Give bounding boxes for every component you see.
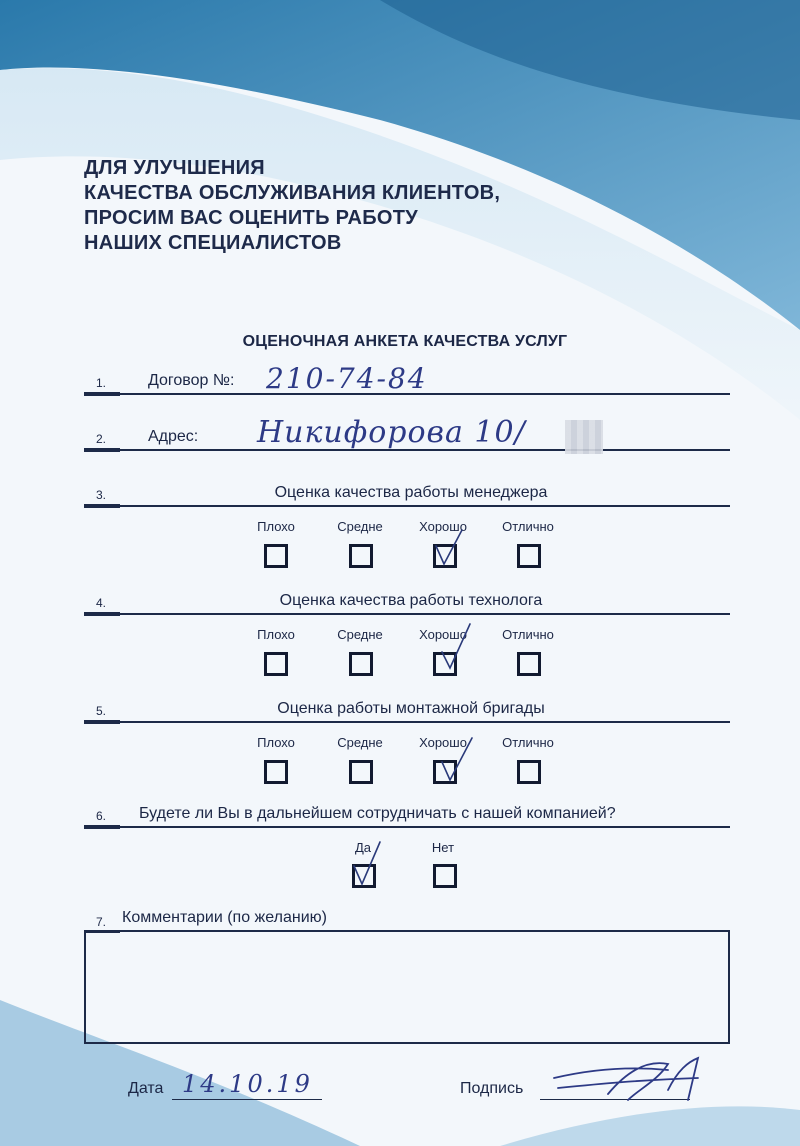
q4-checkbox-4[interactable]	[517, 652, 541, 676]
q6-rule	[84, 826, 730, 828]
q3-rule	[84, 505, 730, 507]
q5-option-label-2: Средне	[337, 735, 383, 750]
q4-checkbox-2[interactable]	[349, 652, 373, 676]
q3-checkbox-2[interactable]	[349, 544, 373, 568]
contract-label: Договор №:	[148, 372, 235, 389]
q4-label: Оценка качества работы технолога	[279, 592, 543, 609]
address-handwritten[interactable]	[255, 410, 575, 450]
signature-image[interactable]	[548, 1050, 718, 1110]
q5-label: Оценка работы монтажной бригады	[277, 700, 545, 717]
header-line-1: ДЛЯ УЛУЧШЕНИЯ	[84, 157, 265, 179]
form-title: ОЦЕНОЧНАЯ АНКЕТА КАЧЕСТВА УСЛУГ	[242, 333, 568, 350]
redacted-area	[565, 420, 603, 454]
signature-label: Подпись	[460, 1080, 524, 1097]
q3-option-label-2: Средне	[337, 519, 383, 534]
contract-number-handwritten[interactable]	[262, 360, 462, 396]
q4-option-label-3: Хорошо	[419, 627, 467, 642]
svg-text:Никифорова 10/: Никифорова 10/	[257, 415, 526, 450]
q4-option-label-2: Средне	[337, 627, 383, 642]
q2-number: 2.	[96, 432, 107, 446]
q3-checkmark-icon	[432, 522, 472, 562]
q3-option-label-1: Плохо	[257, 519, 295, 534]
svg-text:14.10.19: 14.10.19	[182, 1070, 313, 1098]
address-label: Адрес:	[148, 428, 199, 445]
q3-checkbox-1[interactable]	[264, 544, 288, 568]
date-label: Дата	[128, 1080, 164, 1097]
q4-number: 4.	[96, 596, 107, 610]
q5-checkbox-1[interactable]	[264, 760, 288, 784]
q5-number: 5.	[96, 704, 107, 718]
q5-checkbox-4[interactable]	[517, 760, 541, 784]
q3-checkbox-4[interactable]	[517, 544, 541, 568]
q5-option-label-4: Отлично	[502, 735, 554, 750]
comments-field[interactable]	[84, 930, 730, 1044]
header-line-4: НАШИХ СПЕЦИАЛИСТОВ	[84, 232, 342, 254]
date-handwritten[interactable]	[180, 1062, 330, 1102]
q6-number: 6.	[96, 809, 107, 823]
q7-label: Комментарии (по желанию)	[122, 909, 327, 926]
q6-label: Будете ли Вы в дальнейшем сотрудничать с нашей компанией?	[139, 805, 616, 822]
q5-checkmark-icon	[436, 736, 476, 776]
q3-option-label-3: Хорошо	[419, 519, 467, 534]
q5-checkbox-2[interactable]	[349, 760, 373, 784]
q4-rule	[84, 613, 730, 615]
q7-number: 7.	[96, 915, 107, 929]
q3-option-label-4: Отлично	[502, 519, 554, 534]
q5-option-label-1: Плохо	[257, 735, 295, 750]
q5-option-label-3: Хорошо	[419, 735, 467, 750]
header-line-3: ПРОСИМ ВАС ОЦЕНИТЬ РАБОТУ	[84, 207, 419, 229]
q4-option-label-4: Отлично	[502, 627, 554, 642]
q6-option-label-no: Нет	[431, 840, 455, 855]
svg-text:210-74-84: 210-74-84	[266, 362, 428, 395]
q3-label: Оценка качества работы менеджера	[274, 484, 548, 501]
q5-rule	[84, 721, 730, 723]
q4-option-label-1: Плохо	[257, 627, 295, 642]
q4-checkbox-1[interactable]	[264, 652, 288, 676]
q6-option-label-yes: Да	[354, 840, 372, 855]
q1-number: 1.	[96, 376, 107, 390]
q6-checkbox-no[interactable]	[433, 864, 457, 888]
q6-checkmark-icon	[348, 840, 388, 880]
q4-checkmark-icon	[436, 622, 476, 662]
header-line-2: КАЧЕСТВА ОБСЛУЖИВАНИЯ КЛИЕНТОВ,	[84, 182, 501, 204]
q3-number: 3.	[96, 488, 107, 502]
